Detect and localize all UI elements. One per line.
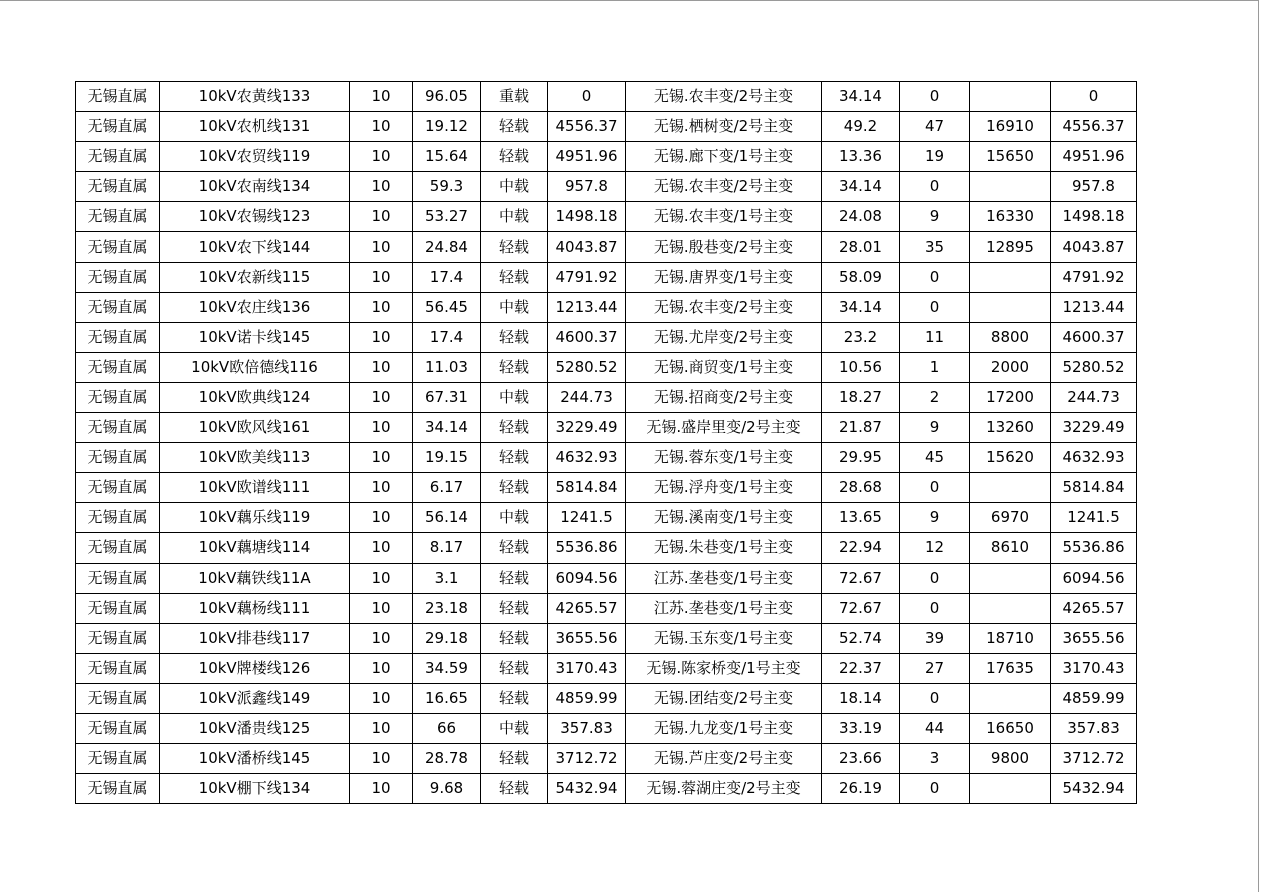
voltage-cell: 10 <box>350 683 413 713</box>
margin-cell: 1498.18 <box>1051 202 1137 232</box>
margin-cell: 4632.93 <box>1051 443 1137 473</box>
capacity-cell <box>970 82 1051 112</box>
table-row <box>76 112 1137 142</box>
table-row <box>76 593 1137 623</box>
load-status-cell: 中载 <box>481 382 548 412</box>
load-rate-cell: 56.14 <box>413 503 481 533</box>
transformer-load-cell: 34.14 <box>822 292 900 322</box>
unit-cell: 无锡直属 <box>76 473 160 503</box>
capacity-cell: 9800 <box>970 744 1051 774</box>
capacity-cell <box>970 473 1051 503</box>
available-capacity-cell: 3229.49 <box>548 413 626 443</box>
unit-cell: 无锡直属 <box>76 413 160 443</box>
count-cell: 35 <box>900 232 970 262</box>
load-rate-cell: 24.84 <box>413 232 481 262</box>
voltage-cell: 10 <box>350 232 413 262</box>
load-status-cell: 轻载 <box>481 443 548 473</box>
transformer-cell: 无锡.殷巷变/2号主变 <box>626 232 822 262</box>
margin-cell: 1241.5 <box>1051 503 1137 533</box>
transformer-load-cell: 24.08 <box>822 202 900 232</box>
count-cell: 0 <box>900 172 970 202</box>
table-row <box>76 683 1137 713</box>
margin-cell: 244.73 <box>1051 382 1137 412</box>
line-name-cell: 10kV农新线115 <box>160 262 350 292</box>
line-name-cell: 10kV欧谱线111 <box>160 473 350 503</box>
transformer-cell: 无锡.唐界变/1号主变 <box>626 262 822 292</box>
load-status-cell: 轻载 <box>481 352 548 382</box>
available-capacity-cell: 1213.44 <box>548 292 626 322</box>
capacity-cell: 6970 <box>970 503 1051 533</box>
margin-cell: 5280.52 <box>1051 352 1137 382</box>
unit-cell: 无锡直属 <box>76 352 160 382</box>
voltage-cell: 10 <box>350 653 413 683</box>
load-status-cell: 轻载 <box>481 262 548 292</box>
capacity-cell <box>970 593 1051 623</box>
capacity-cell: 2000 <box>970 352 1051 382</box>
load-status-cell: 轻载 <box>481 533 548 563</box>
available-capacity-cell: 3170.43 <box>548 653 626 683</box>
available-capacity-cell: 357.83 <box>548 713 626 743</box>
capacity-cell: 13260 <box>970 413 1051 443</box>
line-name-cell: 10kV棚下线134 <box>160 774 350 804</box>
unit-cell: 无锡直属 <box>76 382 160 412</box>
load-rate-cell: 34.14 <box>413 413 481 443</box>
available-capacity-cell: 5280.52 <box>548 352 626 382</box>
transformer-load-cell: 22.94 <box>822 533 900 563</box>
capacity-cell: 17635 <box>970 653 1051 683</box>
transformer-cell: 无锡.朱巷变/1号主变 <box>626 533 822 563</box>
line-name-cell: 10kV欧美线113 <box>160 443 350 473</box>
voltage-cell: 10 <box>350 382 413 412</box>
unit-cell: 无锡直属 <box>76 232 160 262</box>
table-row <box>76 503 1137 533</box>
count-cell: 39 <box>900 623 970 653</box>
available-capacity-cell: 4632.93 <box>548 443 626 473</box>
table-row <box>76 563 1137 593</box>
table-row <box>76 172 1137 202</box>
capacity-cell: 17200 <box>970 382 1051 412</box>
margin-cell: 3229.49 <box>1051 413 1137 443</box>
count-cell: 0 <box>900 774 970 804</box>
unit-cell: 无锡直属 <box>76 112 160 142</box>
load-status-cell: 轻载 <box>481 653 548 683</box>
line-name-cell: 10kV排巷线117 <box>160 623 350 653</box>
available-capacity-cell: 957.8 <box>548 172 626 202</box>
load-rate-cell: 23.18 <box>413 593 481 623</box>
load-rate-cell: 29.18 <box>413 623 481 653</box>
transformer-load-cell: 72.67 <box>822 563 900 593</box>
table-row <box>76 623 1137 653</box>
available-capacity-cell: 244.73 <box>548 382 626 412</box>
table-row <box>76 744 1137 774</box>
available-capacity-cell: 5814.84 <box>548 473 626 503</box>
load-rate-cell: 9.68 <box>413 774 481 804</box>
unit-cell: 无锡直属 <box>76 593 160 623</box>
available-capacity-cell: 4791.92 <box>548 262 626 292</box>
available-capacity-cell: 5432.94 <box>548 774 626 804</box>
unit-cell: 无锡直属 <box>76 683 160 713</box>
load-rate-cell: 67.31 <box>413 382 481 412</box>
line-name-cell: 10kV农下线144 <box>160 232 350 262</box>
margin-cell: 4859.99 <box>1051 683 1137 713</box>
count-cell: 1 <box>900 352 970 382</box>
transformer-cell: 无锡.团结变/2号主变 <box>626 683 822 713</box>
available-capacity-cell: 1498.18 <box>548 202 626 232</box>
margin-cell: 5814.84 <box>1051 473 1137 503</box>
unit-cell: 无锡直属 <box>76 82 160 112</box>
load-rate-cell: 17.4 <box>413 262 481 292</box>
table-row <box>76 382 1137 412</box>
transformer-cell: 无锡.蓉东变/1号主变 <box>626 443 822 473</box>
transformer-cell: 无锡.栖树变/2号主变 <box>626 112 822 142</box>
unit-cell: 无锡直属 <box>76 322 160 352</box>
transformer-load-cell: 26.19 <box>822 774 900 804</box>
load-status-cell: 轻载 <box>481 112 548 142</box>
transformer-cell: 江苏.垄巷变/1号主变 <box>626 593 822 623</box>
load-status-cell: 中载 <box>481 292 548 322</box>
transformer-cell: 无锡.农丰变/2号主变 <box>626 172 822 202</box>
line-name-cell: 10kV农贸线119 <box>160 142 350 172</box>
voltage-cell: 10 <box>350 443 413 473</box>
transformer-cell: 无锡.尤岸变/2号主变 <box>626 322 822 352</box>
voltage-cell: 10 <box>350 473 413 503</box>
load-status-cell: 中载 <box>481 172 548 202</box>
load-status-cell: 重载 <box>481 82 548 112</box>
line-name-cell: 10kV诺卡线145 <box>160 322 350 352</box>
unit-cell: 无锡直属 <box>76 202 160 232</box>
count-cell: 0 <box>900 563 970 593</box>
available-capacity-cell: 6094.56 <box>548 563 626 593</box>
available-capacity-cell: 5536.86 <box>548 533 626 563</box>
unit-cell: 无锡直属 <box>76 653 160 683</box>
table-row <box>76 142 1137 172</box>
line-name-cell: 10kV农锡线123 <box>160 202 350 232</box>
line-name-cell: 10kV农庄线136 <box>160 292 350 322</box>
load-status-cell: 轻载 <box>481 413 548 443</box>
transformer-load-cell: 58.09 <box>822 262 900 292</box>
load-status-cell: 轻载 <box>481 744 548 774</box>
transformer-cell: 无锡.芦庄变/2号主变 <box>626 744 822 774</box>
capacity-cell <box>970 172 1051 202</box>
voltage-cell: 10 <box>350 533 413 563</box>
unit-cell: 无锡直属 <box>76 443 160 473</box>
load-rate-cell: 59.3 <box>413 172 481 202</box>
count-cell: 45 <box>900 443 970 473</box>
count-cell: 0 <box>900 683 970 713</box>
count-cell: 0 <box>900 473 970 503</box>
voltage-cell: 10 <box>350 262 413 292</box>
transformer-cell: 无锡.廊下变/1号主变 <box>626 142 822 172</box>
unit-cell: 无锡直属 <box>76 172 160 202</box>
table-body <box>76 82 1137 804</box>
unit-cell: 无锡直属 <box>76 774 160 804</box>
count-cell: 44 <box>900 713 970 743</box>
margin-cell: 5536.86 <box>1051 533 1137 563</box>
voltage-cell: 10 <box>350 713 413 743</box>
table-row <box>76 653 1137 683</box>
transformer-load-cell: 33.19 <box>822 713 900 743</box>
count-cell: 2 <box>900 382 970 412</box>
transformer-load-cell: 34.14 <box>822 82 900 112</box>
load-rate-cell: 6.17 <box>413 473 481 503</box>
unit-cell: 无锡直属 <box>76 744 160 774</box>
margin-cell: 5432.94 <box>1051 774 1137 804</box>
load-status-cell: 中载 <box>481 202 548 232</box>
load-status-cell: 轻载 <box>481 593 548 623</box>
available-capacity-cell: 4859.99 <box>548 683 626 713</box>
transformer-load-cell: 52.74 <box>822 623 900 653</box>
unit-cell: 无锡直属 <box>76 623 160 653</box>
load-rate-cell: 66 <box>413 713 481 743</box>
table-row <box>76 774 1137 804</box>
transformer-load-cell: 49.2 <box>822 112 900 142</box>
capacity-cell: 15650 <box>970 142 1051 172</box>
line-name-cell: 10kV欧倍德线116 <box>160 352 350 382</box>
line-name-cell: 10kV农南线134 <box>160 172 350 202</box>
table-row <box>76 413 1137 443</box>
transformer-cell: 无锡.盛岸里变/2号主变 <box>626 413 822 443</box>
load-rate-cell: 56.45 <box>413 292 481 322</box>
margin-cell: 957.8 <box>1051 172 1137 202</box>
transformer-load-cell: 28.01 <box>822 232 900 262</box>
load-rate-cell: 3.1 <box>413 563 481 593</box>
transformer-cell: 无锡.陈家桥变/1号主变 <box>626 653 822 683</box>
count-cell: 0 <box>900 82 970 112</box>
table-row <box>76 533 1137 563</box>
margin-cell: 1213.44 <box>1051 292 1137 322</box>
transformer-load-cell: 72.67 <box>822 593 900 623</box>
count-cell: 11 <box>900 322 970 352</box>
voltage-cell: 10 <box>350 142 413 172</box>
margin-cell: 4951.96 <box>1051 142 1137 172</box>
count-cell: 12 <box>900 533 970 563</box>
voltage-cell: 10 <box>350 82 413 112</box>
transformer-load-cell: 10.56 <box>822 352 900 382</box>
table-row <box>76 473 1137 503</box>
load-rate-cell: 19.15 <box>413 443 481 473</box>
voltage-cell: 10 <box>350 172 413 202</box>
unit-cell: 无锡直属 <box>76 533 160 563</box>
count-cell: 9 <box>900 503 970 533</box>
voltage-cell: 10 <box>350 623 413 653</box>
load-rate-cell: 19.12 <box>413 112 481 142</box>
load-rate-cell: 53.27 <box>413 202 481 232</box>
voltage-cell: 10 <box>350 112 413 142</box>
load-rate-cell: 16.65 <box>413 683 481 713</box>
margin-cell: 4043.87 <box>1051 232 1137 262</box>
transformer-cell: 无锡.商贸变/1号主变 <box>626 352 822 382</box>
table-row <box>76 352 1137 382</box>
voltage-cell: 10 <box>350 352 413 382</box>
count-cell: 19 <box>900 142 970 172</box>
load-status-cell: 轻载 <box>481 563 548 593</box>
load-rate-cell: 17.4 <box>413 322 481 352</box>
table-row <box>76 262 1137 292</box>
transformer-cell: 无锡.招商变/2号主变 <box>626 382 822 412</box>
capacity-cell: 15620 <box>970 443 1051 473</box>
available-capacity-cell: 4951.96 <box>548 142 626 172</box>
transformer-load-cell: 13.65 <box>822 503 900 533</box>
capacity-cell <box>970 292 1051 322</box>
margin-cell: 4265.57 <box>1051 593 1137 623</box>
load-rate-cell: 15.64 <box>413 142 481 172</box>
count-cell: 0 <box>900 262 970 292</box>
available-capacity-cell: 4265.57 <box>548 593 626 623</box>
line-name-cell: 10kV派鑫线149 <box>160 683 350 713</box>
line-name-cell: 10kV欧风线161 <box>160 413 350 443</box>
data-table <box>75 81 1137 804</box>
load-rate-cell: 96.05 <box>413 82 481 112</box>
margin-cell: 4791.92 <box>1051 262 1137 292</box>
transformer-load-cell: 23.66 <box>822 744 900 774</box>
capacity-cell <box>970 683 1051 713</box>
table-row <box>76 443 1137 473</box>
margin-cell: 4556.37 <box>1051 112 1137 142</box>
load-status-cell: 轻载 <box>481 142 548 172</box>
line-name-cell: 10kV藕铁线11A <box>160 563 350 593</box>
available-capacity-cell: 0 <box>548 82 626 112</box>
transformer-cell: 无锡.溪南变/1号主变 <box>626 503 822 533</box>
table-row <box>76 292 1137 322</box>
line-name-cell: 10kV农机线131 <box>160 112 350 142</box>
available-capacity-cell: 3655.56 <box>548 623 626 653</box>
table-row <box>76 232 1137 262</box>
unit-cell: 无锡直属 <box>76 563 160 593</box>
load-status-cell: 轻载 <box>481 322 548 352</box>
transformer-load-cell: 18.14 <box>822 683 900 713</box>
transformer-cell: 无锡.蓉湖庄变/2号主变 <box>626 774 822 804</box>
count-cell: 9 <box>900 413 970 443</box>
capacity-cell: 16650 <box>970 713 1051 743</box>
load-status-cell: 轻载 <box>481 232 548 262</box>
capacity-cell: 16910 <box>970 112 1051 142</box>
transformer-load-cell: 29.95 <box>822 443 900 473</box>
voltage-cell: 10 <box>350 413 413 443</box>
line-name-cell: 10kV农黄线133 <box>160 82 350 112</box>
capacity-cell: 18710 <box>970 623 1051 653</box>
load-rate-cell: 34.59 <box>413 653 481 683</box>
table-row <box>76 713 1137 743</box>
available-capacity-cell: 1241.5 <box>548 503 626 533</box>
load-status-cell: 中载 <box>481 713 548 743</box>
count-cell: 47 <box>900 112 970 142</box>
table-row <box>76 322 1137 352</box>
margin-cell: 6094.56 <box>1051 563 1137 593</box>
line-name-cell: 10kV藕乐线119 <box>160 503 350 533</box>
voltage-cell: 10 <box>350 292 413 322</box>
capacity-cell: 8800 <box>970 322 1051 352</box>
transformer-load-cell: 21.87 <box>822 413 900 443</box>
voltage-cell: 10 <box>350 774 413 804</box>
available-capacity-cell: 3712.72 <box>548 744 626 774</box>
available-capacity-cell: 4043.87 <box>548 232 626 262</box>
capacity-cell: 16330 <box>970 202 1051 232</box>
load-rate-cell: 11.03 <box>413 352 481 382</box>
margin-cell: 357.83 <box>1051 713 1137 743</box>
transformer-cell: 无锡.农丰变/1号主变 <box>626 202 822 232</box>
unit-cell: 无锡直属 <box>76 713 160 743</box>
load-rate-cell: 8.17 <box>413 533 481 563</box>
line-name-cell: 10kV藕塘线114 <box>160 533 350 563</box>
load-rate-cell: 28.78 <box>413 744 481 774</box>
capacity-cell: 8610 <box>970 533 1051 563</box>
margin-cell: 3655.56 <box>1051 623 1137 653</box>
available-capacity-cell: 4600.37 <box>548 322 626 352</box>
transformer-cell: 无锡.九龙变/1号主变 <box>626 713 822 743</box>
transformer-cell: 无锡.玉东变/1号主变 <box>626 623 822 653</box>
load-status-cell: 轻载 <box>481 683 548 713</box>
transformer-cell: 无锡.农丰变/2号主变 <box>626 82 822 112</box>
transformer-load-cell: 23.2 <box>822 322 900 352</box>
unit-cell: 无锡直属 <box>76 503 160 533</box>
count-cell: 3 <box>900 744 970 774</box>
count-cell: 0 <box>900 292 970 322</box>
unit-cell: 无锡直属 <box>76 292 160 322</box>
voltage-cell: 10 <box>350 563 413 593</box>
line-name-cell: 10kV欧典线124 <box>160 382 350 412</box>
capacity-cell <box>970 774 1051 804</box>
capacity-cell: 12895 <box>970 232 1051 262</box>
voltage-cell: 10 <box>350 503 413 533</box>
margin-cell: 4600.37 <box>1051 322 1137 352</box>
transformer-load-cell: 13.36 <box>822 142 900 172</box>
line-name-cell: 10kV潘桥线145 <box>160 744 350 774</box>
load-status-cell: 轻载 <box>481 774 548 804</box>
margin-cell: 0 <box>1051 82 1137 112</box>
count-cell: 0 <box>900 593 970 623</box>
count-cell: 27 <box>900 653 970 683</box>
transformer-load-cell: 34.14 <box>822 172 900 202</box>
line-name-cell: 10kV牌楼线126 <box>160 653 350 683</box>
margin-cell: 3712.72 <box>1051 744 1137 774</box>
transformer-cell: 江苏.垄巷变/1号主变 <box>626 563 822 593</box>
available-capacity-cell: 4556.37 <box>548 112 626 142</box>
transformer-load-cell: 22.37 <box>822 653 900 683</box>
transformer-load-cell: 28.68 <box>822 473 900 503</box>
load-status-cell: 轻载 <box>481 473 548 503</box>
unit-cell: 无锡直属 <box>76 262 160 292</box>
capacity-cell <box>970 262 1051 292</box>
voltage-cell: 10 <box>350 202 413 232</box>
table-row <box>76 82 1137 112</box>
transformer-load-cell: 18.27 <box>822 382 900 412</box>
voltage-cell: 10 <box>350 322 413 352</box>
capacity-cell <box>970 563 1051 593</box>
unit-cell: 无锡直属 <box>76 142 160 172</box>
line-name-cell: 10kV潘贵线125 <box>160 713 350 743</box>
margin-cell: 3170.43 <box>1051 653 1137 683</box>
table-row <box>76 202 1137 232</box>
line-name-cell: 10kV藕杨线111 <box>160 593 350 623</box>
voltage-cell: 10 <box>350 593 413 623</box>
transformer-cell: 无锡.浮舟变/1号主变 <box>626 473 822 503</box>
load-status-cell: 轻载 <box>481 623 548 653</box>
load-status-cell: 中载 <box>481 503 548 533</box>
voltage-cell: 10 <box>350 744 413 774</box>
transformer-cell: 无锡.农丰变/2号主变 <box>626 292 822 322</box>
count-cell: 9 <box>900 202 970 232</box>
